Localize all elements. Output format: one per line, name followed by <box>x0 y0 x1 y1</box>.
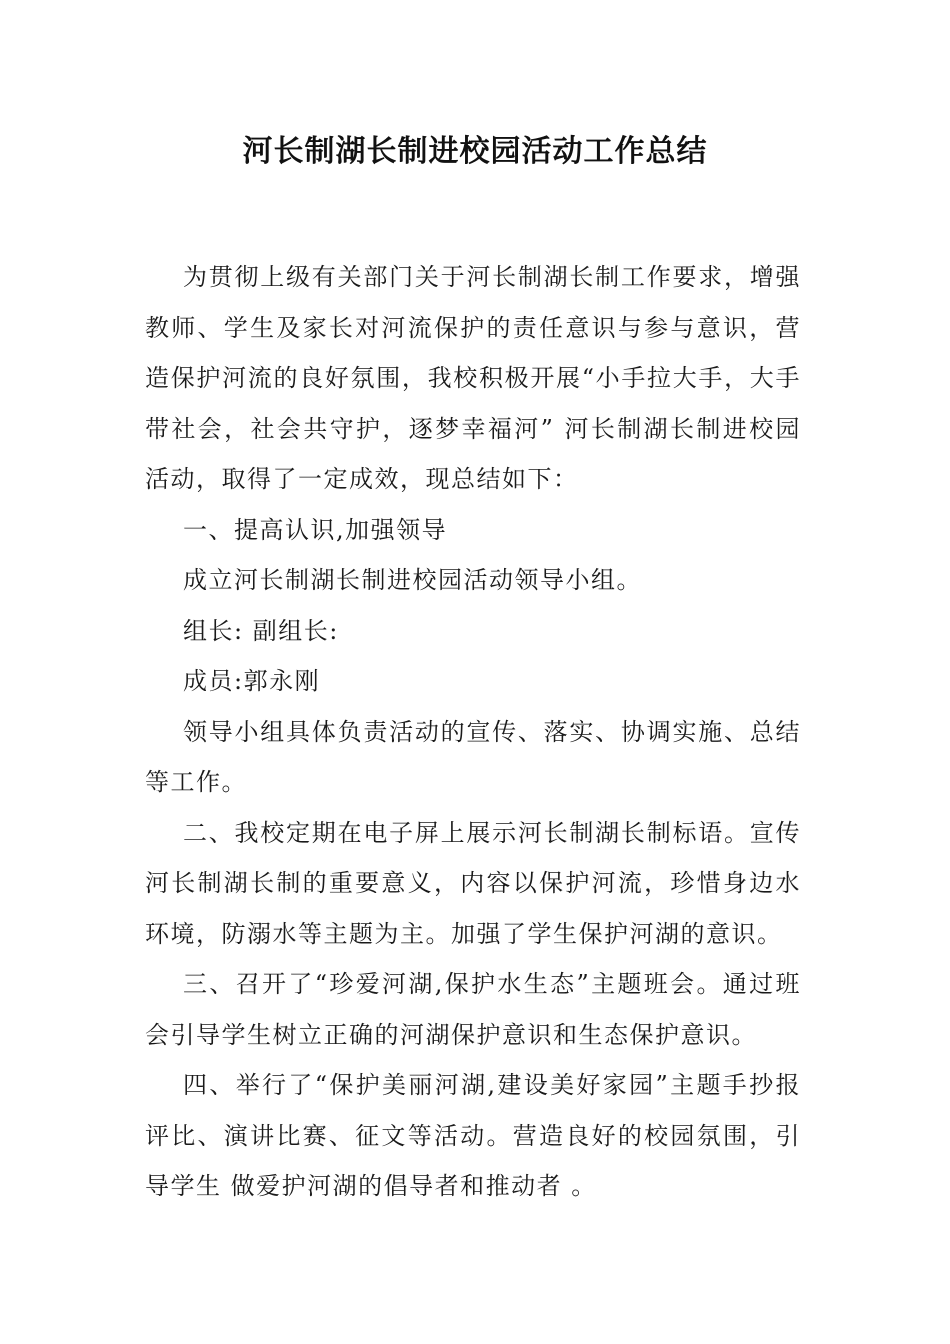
section-2-paragraph: 二、我校定期在电子屏上展示河长制湖长制标语。宣传河长制湖长制的重要意义，内容以保护河流，珍惜身边水环境，防溺水等主题为主。加强了学生保护河湖的意识。 <box>145 818 801 948</box>
group-member-line: 成员:郭永刚 <box>183 667 321 695</box>
group-duty-paragraph: 领导小组具体负责活动的宣传、落实、协调实施、总结等工作。 <box>145 717 801 796</box>
group-leader-line: 组长: 副组长: <box>183 616 339 645</box>
document-title: 河长制湖长制进校园活动工作总结 <box>242 134 708 169</box>
leadership-group-paragraph: 成立河长制湖长制进校园活动领导小组。 <box>183 566 642 594</box>
section-3-paragraph: 三、召开了“珍爱河湖,保护水生态”主题班会。通过班会引导学生树立正确的河湖保护意识和生态保护意识。 <box>145 970 801 1049</box>
document-body <box>145 252 801 1212</box>
intro-paragraph: 为贯彻上级有关部门关于河长制湖长制工作要求，增强教师、学生及家长对河流保护的责任意识与参与意识，营造保护河流的良好氛围，我校积极开展“小手拉大手，大手带社会，社会共守护，逐梦幸福河” 河长制湖长制进校园活动，取得了一定成效，现总结如下： <box>145 263 801 493</box>
section-heading-1: 一、提高认识,加强领导 <box>183 515 448 544</box>
section-4-paragraph: 四、举行了“保护美丽河湖,建设美好家园”主题手抄报评比、演讲比赛、征文等活动。营造良好的校园氛围，引导学生 做爱护河湖的倡导者和推动者 。 <box>145 1071 801 1200</box>
